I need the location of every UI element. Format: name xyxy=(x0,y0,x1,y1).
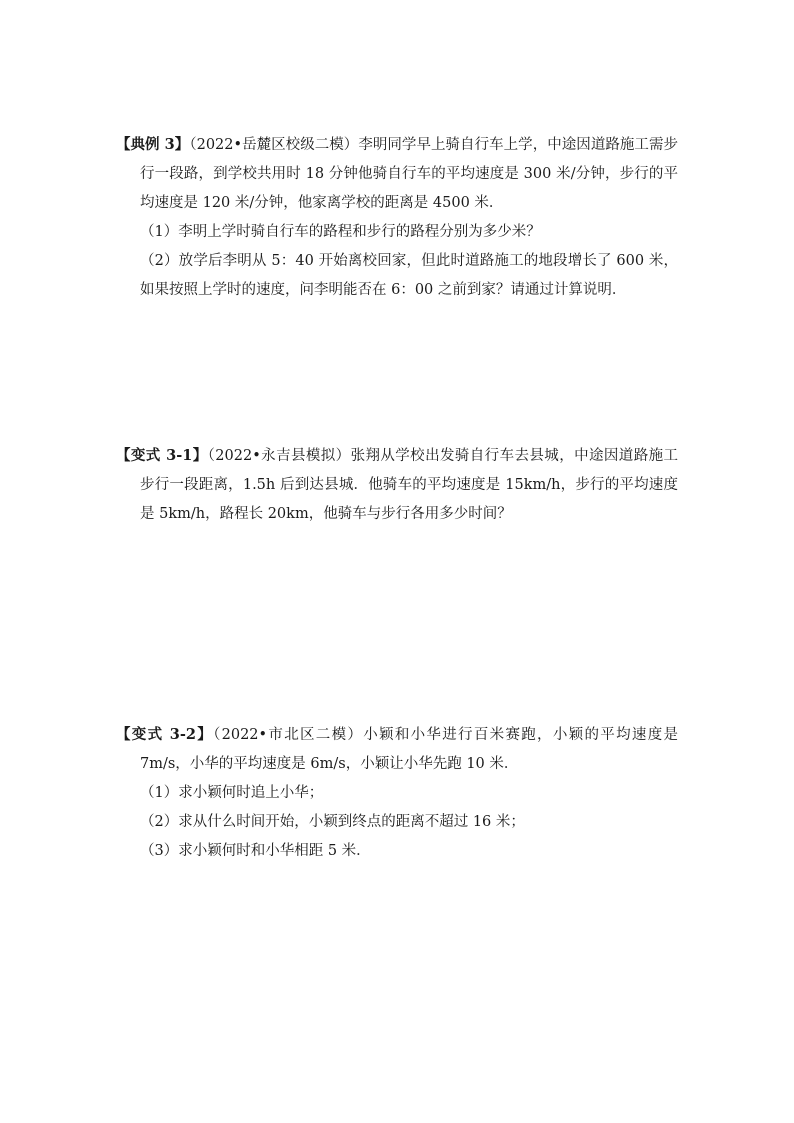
problem-text: 小颖和小华进行百米赛跑，小颖的平均速度是 7m/s，小华的平均速度是 6m/s，小颖让小华先跑 10 米． xyxy=(140,727,678,772)
variant-problem-3-2 xyxy=(116,720,678,866)
problem-text: 张翔从学校出发骑自行车去县城，中途因道路施工步行一段距离，1.5h 后到达县城．他骑车的平均速度是 15km/h，步行的平均速度是 5km/h，路程长 20km，他骑车与步行各用多少时间？ xyxy=(140,448,678,522)
problem-source: （2022•市北区二模） xyxy=(213,727,364,743)
sub-question-2: （2）求从什么时间开始，小颖到终点的距离不超过 16 米； xyxy=(140,814,525,830)
problem-source: （2022•岳麓区校级二模） xyxy=(189,137,359,153)
problem-stem xyxy=(116,441,678,529)
problem-tag: 【典例 3】 xyxy=(116,136,190,153)
sub-question-3: （3）求小颖何时和小华相距 5 米． xyxy=(140,843,371,859)
sub-question-1: （1）李明上学时骑自行车的路程和步行的路程分别为多少米？ xyxy=(140,224,541,240)
problem-stem xyxy=(116,720,678,779)
example-problem-3 xyxy=(116,130,678,305)
problem-text: 李明同学早上骑自行车上学，中途因道路施工需步行一段路，到学校共用时 18 分钟他骑自行车的平均速度是 300 米/分钟，步行的平均速度是 120 米/分钟，他家离学校的距离是 4500 米． xyxy=(140,137,678,211)
sub-question-1: （1）求小颖何时追上小华； xyxy=(140,785,324,801)
problem-tag: 【变式 3-2】 xyxy=(116,726,214,743)
problem-tag: 【变式 3-1】 xyxy=(116,447,208,464)
variant-problem-3-1 xyxy=(116,441,678,529)
sub-question-2: （2）放学后李明从 5：40 开始离校回家，但此时道路施工的地段增长了 600 米，如果按照上学时的速度，问李明能否在 6：00 之前到家？请通过计算说明． xyxy=(140,253,678,298)
problem-stem xyxy=(116,130,678,218)
problem-source: （2022•永吉县模拟） xyxy=(207,448,351,464)
